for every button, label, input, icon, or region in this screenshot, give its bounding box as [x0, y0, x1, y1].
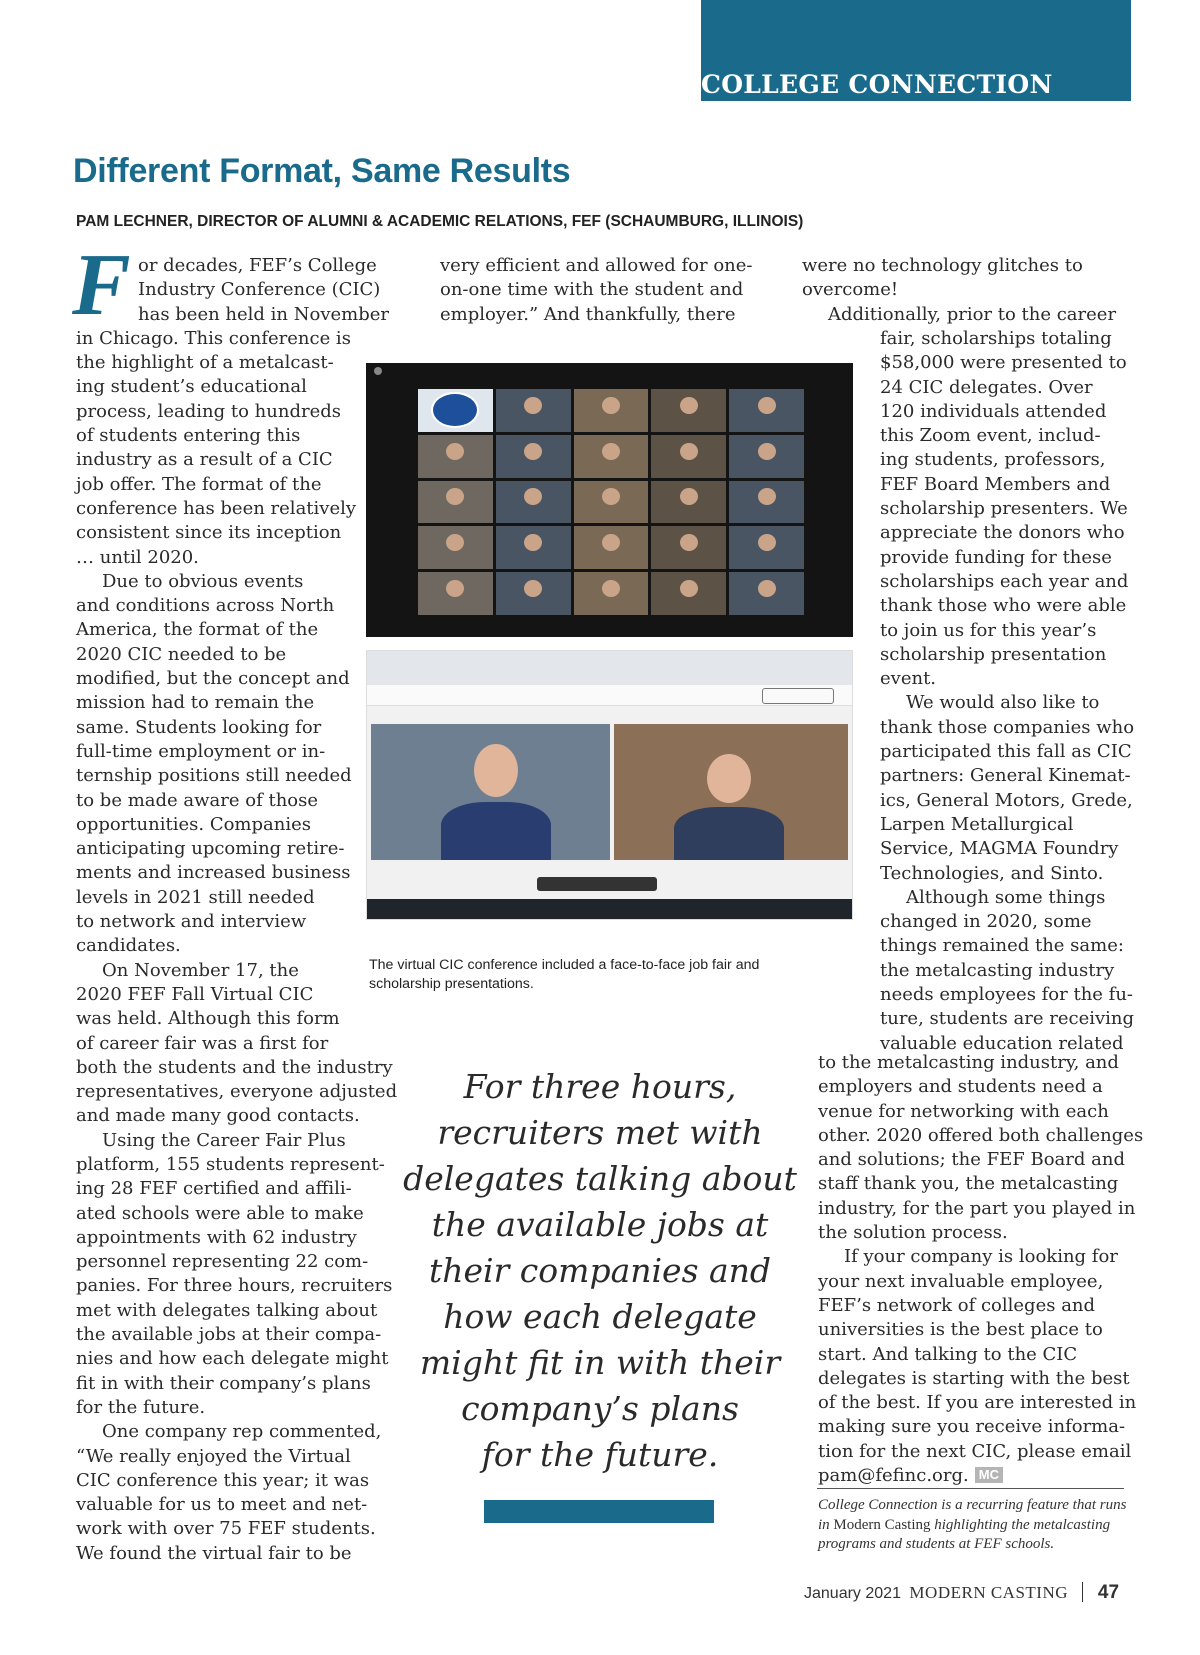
participant-tile — [651, 481, 726, 524]
participant-tile — [574, 435, 649, 478]
text-line: scholarship presentation — [880, 643, 1107, 665]
call-controls — [537, 877, 657, 891]
text-line: ing student’s educational — [76, 376, 307, 398]
text-line: … until 2020. — [76, 546, 199, 568]
section-banner — [701, 0, 1131, 101]
page-number: 47 — [1097, 1582, 1120, 1603]
text-line: One company rep commented, — [102, 1421, 382, 1443]
text-line: overcome! — [802, 279, 899, 301]
text-line: the available jobs at — [431, 1205, 769, 1244]
text-line: appointments with 62 industry — [76, 1226, 357, 1248]
text-line: fit in with their company’s plans — [76, 1372, 371, 1394]
text-line: met with delegates talking about — [76, 1299, 378, 1321]
text-line: Technologies, and Sinto. — [880, 862, 1104, 884]
picture-in-picture-button — [762, 688, 834, 704]
text-line: ics, General Motors, Grede, — [880, 789, 1133, 811]
text-line: on-one time with the student and — [440, 279, 744, 301]
text-line: Although some things — [906, 886, 1106, 908]
text-line: full-time employment or in- — [76, 740, 326, 762]
text-line: levels in 2021 still needed — [76, 886, 315, 908]
text-line: was held. Although this form — [76, 1008, 340, 1030]
text-line: Due to obvious events — [102, 570, 304, 592]
text-line: modified, but the concept and — [76, 668, 350, 690]
text-line: appreciate the donors who — [880, 522, 1125, 544]
text-line: valuable education related — [880, 1032, 1124, 1054]
participant-figure — [674, 754, 784, 860]
text-line: “We really enjoyed the Virtual — [76, 1445, 351, 1467]
text-line: the highlight of a metalcast- — [76, 352, 334, 374]
participant-grid — [418, 389, 804, 615]
participant-tile — [574, 572, 649, 615]
text-line: their companies and — [428, 1251, 772, 1290]
recording-dot-icon — [374, 367, 382, 375]
text-line: We would also like to — [906, 692, 1100, 714]
text-line: ated schools were able to make — [76, 1202, 364, 1224]
text-line: Using the Career Fair Plus — [102, 1129, 346, 1151]
pull-quote-bar — [484, 1500, 714, 1523]
text-line: and made many good contacts. — [76, 1105, 360, 1127]
text-line: FEF’s network of colleges and — [818, 1294, 1096, 1316]
column-2 — [440, 254, 760, 327]
text-line: 120 individuals attended — [880, 400, 1107, 422]
text-line: needs employees for the fu- — [880, 984, 1134, 1006]
text-line: tion for the next CIC, please email — [818, 1440, 1132, 1462]
text-line: representatives, everyone adjusted — [76, 1081, 398, 1103]
byline: PAM LECHNER, DIRECTOR OF ALUMNI & ACADEMIC RELATIONS, FEF (SCHAUMBURG, ILLINOIS) — [76, 213, 804, 230]
text-line: On November 17, the — [102, 959, 299, 981]
text-line: things remained the same: — [880, 935, 1124, 957]
text-line: ing students, professors, — [880, 449, 1106, 471]
text-line: platform, 155 students represent- — [76, 1153, 385, 1175]
text-line: might fit in with their — [419, 1343, 781, 1382]
participant-tile — [418, 481, 493, 524]
text-line: For three hours, — [463, 1067, 737, 1106]
text-line: very efficient and allowed for one- — [440, 255, 753, 276]
text-line: process, leading to hundreds — [76, 400, 341, 422]
column-3-wide — [818, 1051, 1144, 1488]
participant-tile — [729, 435, 804, 478]
text-line: nies and how each delegate might — [76, 1348, 389, 1370]
text-line: 2020 FEF Fall Virtual CIC — [76, 983, 314, 1005]
text-line: to join us for this year’s — [880, 619, 1097, 641]
text-line: scholarship presenters. We — [880, 498, 1128, 520]
text-line: and solutions; the FEF Board and — [818, 1149, 1125, 1171]
text-line: Larpen Metallurgical — [880, 813, 1074, 835]
participant-tile — [729, 526, 804, 569]
video-tile-right — [614, 724, 848, 860]
text-line: fair, scholarships totaling — [880, 328, 1112, 349]
participant-tile — [496, 481, 571, 524]
text-line: CIC conference this year; it was — [76, 1469, 370, 1491]
text-line: ments and increased business — [76, 862, 351, 884]
text-line: or decades, FEF’s College — [138, 255, 377, 276]
section-label: COLLEGE CONNECTION — [701, 70, 1053, 99]
magazine-name: Modern Casting — [833, 1516, 931, 1533]
note-line: programs and students at FEF schools. — [818, 1536, 1055, 1552]
text-line: and conditions across North — [76, 595, 335, 617]
participant-tile — [418, 572, 493, 615]
column-1 — [76, 254, 398, 1566]
issue-date: January 2021 — [804, 1585, 901, 1602]
video-call-photo — [366, 650, 853, 920]
text-line: industry as a result of a CIC — [76, 449, 333, 471]
text-line: for the future. — [481, 1435, 719, 1474]
text-line: thank those companies who — [880, 716, 1135, 738]
text-line: ture, students are receiving — [880, 1008, 1135, 1030]
text-line: of career fair was a first for — [76, 1032, 329, 1054]
text-line: event. — [880, 668, 937, 690]
text-line: changed in 2020, some — [880, 911, 1092, 933]
text-line: If your company is looking for — [844, 1246, 1118, 1268]
participant-tile — [418, 435, 493, 478]
participant-tile — [574, 389, 649, 432]
windows-taskbar — [367, 899, 852, 919]
caption-line: scholarship presentations. — [369, 976, 534, 992]
participant-tile — [729, 389, 804, 432]
text-line: recruiters met with — [437, 1113, 763, 1152]
text-line: of the best. If you are interested in — [818, 1392, 1137, 1414]
text-line: personnel representing 22 com- — [76, 1251, 369, 1273]
text-line: ing 28 FEF certified and affili- — [76, 1178, 352, 1200]
text-line: partners: General Kinemat- — [880, 765, 1131, 787]
participant-tile — [574, 481, 649, 524]
text-line: of students entering this — [76, 425, 301, 447]
drop-cap: F — [72, 237, 131, 334]
text-line: both the students and the industry — [76, 1056, 393, 1078]
text-line: employers and students need a — [818, 1076, 1103, 1098]
magazine-title: MODERN CASTING — [909, 1583, 1069, 1602]
text-line: other. 2020 offered both challenges — [818, 1124, 1144, 1146]
text-line: start. And talking to the CIC — [818, 1343, 1078, 1365]
text-line: your next invaluable employee, — [818, 1270, 1104, 1292]
text-line: were no technology glitches to — [802, 255, 1083, 276]
text-line: conference has been relatively — [76, 497, 357, 519]
participant-tile — [496, 435, 571, 478]
text-line: has been held in November — [138, 303, 389, 325]
column-3-narrow — [880, 327, 1135, 1056]
photo-caption — [369, 956, 829, 994]
zoom-gallery-photo — [366, 363, 853, 637]
text-line: to be made aware of those — [76, 789, 319, 811]
pull-quote — [400, 1064, 800, 1478]
text-line: pam@fefinc.org. — [818, 1465, 969, 1487]
text-line: Industry Conference (CIC) — [138, 279, 381, 301]
note-text: in — [818, 1516, 834, 1533]
note-text: highlighting the metalcasting — [930, 1516, 1111, 1533]
text-line: Service, MAGMA Foundry — [880, 838, 1119, 860]
text-line: America, the format of the — [76, 619, 319, 641]
text-line: to the metalcasting industry, and — [818, 1052, 1119, 1073]
participant-tile — [729, 572, 804, 615]
text-line: work with over 75 FEF students. — [76, 1518, 376, 1540]
column-3-top — [802, 254, 1132, 327]
text-line: venue for networking with each — [818, 1100, 1109, 1122]
participant-tile — [651, 572, 726, 615]
participant-tile — [651, 435, 726, 478]
text-line: delegates is starting with the best — [818, 1367, 1130, 1389]
text-line: thank those who were able — [880, 595, 1127, 617]
text-line: scholarships each year and — [880, 570, 1129, 592]
page-footer — [804, 1582, 1119, 1604]
text-line: the metalcasting industry — [880, 959, 1115, 981]
text-line: 2020 CIC needed to be — [76, 643, 287, 665]
text-line: valuable for us to meet and net- — [76, 1494, 368, 1516]
text-line: ternship positions still needed — [76, 765, 352, 787]
article-headline: Different Format, Same Results — [73, 152, 571, 190]
text-line: FEF Board Members and — [880, 473, 1111, 495]
text-line: this Zoom event, includ- — [880, 425, 1101, 447]
text-line: the solution process. — [818, 1222, 1008, 1244]
text-line: $58,000 were presented to — [880, 352, 1127, 374]
video-tile-left — [371, 724, 610, 860]
text-line: 24 CIC delegates. Over — [880, 376, 1093, 398]
participant-tile — [651, 526, 726, 569]
participant-tile — [496, 389, 571, 432]
note-line: College Connection is a recurring feature that runs — [818, 1497, 1127, 1513]
text-line: universities is the best place to — [818, 1319, 1103, 1341]
text-line: staff thank you, the metalcasting — [818, 1173, 1119, 1195]
text-line: company’s plans — [461, 1389, 739, 1428]
text-line: job offer. The format of the — [76, 473, 322, 495]
text-line: anticipating upcoming retire- — [76, 838, 345, 860]
text-line: delegates talking about — [403, 1159, 797, 1198]
participant-tile — [574, 526, 649, 569]
participant-tile — [729, 481, 804, 524]
participant-tile — [496, 526, 571, 569]
text-line: how each delegate — [443, 1297, 757, 1336]
text-line: consistent since its inception — [76, 522, 342, 544]
text-line: industry, for the part you played in — [818, 1197, 1136, 1219]
text-line-wrap — [818, 1464, 1138, 1488]
text-line: We found the virtual fair to be — [76, 1542, 352, 1564]
participant-tile — [418, 526, 493, 569]
browser-tab-bar — [367, 651, 852, 685]
participant-tile — [496, 572, 571, 615]
text-line: panies. For three hours, recruiters — [76, 1275, 393, 1297]
fef-logo-tile — [418, 389, 493, 432]
feature-note — [818, 1496, 1138, 1555]
text-line: candidates. — [76, 935, 181, 957]
text-line: the available jobs at their compa- — [76, 1324, 382, 1346]
participant-figure — [441, 744, 551, 860]
participant-tile — [651, 389, 726, 432]
caption-line: The virtual CIC conference included a face-to-face job fair and — [369, 957, 760, 973]
text-line: in Chicago. This conference is — [76, 327, 351, 349]
text-line: to network and interview — [76, 911, 307, 933]
text-line: participated this fall as CIC — [880, 741, 1132, 763]
text-line: Additionally, prior to the career — [828, 303, 1117, 325]
text-line: for the future. — [76, 1396, 206, 1418]
text-line: provide funding for these — [880, 546, 1112, 568]
text-line: employer.” And thankfully, there — [440, 303, 736, 325]
end-mark-badge: MC — [975, 1467, 1003, 1483]
text-line: opportunities. Companies — [76, 813, 311, 835]
footer-separator — [1082, 1582, 1083, 1602]
divider — [817, 1488, 1124, 1489]
text-line: mission had to remain the — [76, 692, 315, 714]
text-line: making sure you receive informa- — [818, 1416, 1126, 1438]
text-line: same. Students looking for — [76, 716, 322, 738]
